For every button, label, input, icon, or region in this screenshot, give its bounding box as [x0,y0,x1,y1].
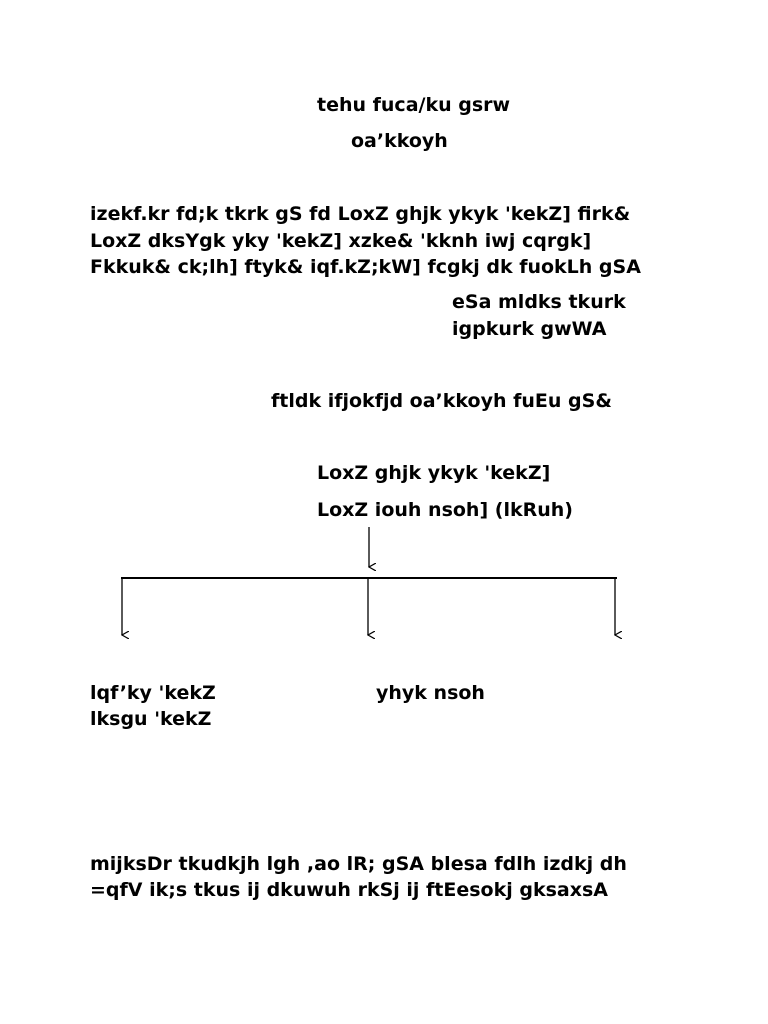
root-person-1: LoxZ ghjk ykyk 'kekZ] [317,462,551,484]
attestation-line-1: eSa mldks tkurk [452,291,626,313]
child-left-1: lqf’ky 'kekZ [90,682,216,704]
document-subtitle: oa’kkoyh [351,130,448,152]
root-person-2: LoxZ iouh nsoh] (lkRuh) [317,499,573,521]
closing-line-2: =qfV ik;s tkus ij dkuwuh rkSj ij ftEesokj gksaxsA [90,879,609,901]
intro-line-3: Fkkuk& ck;lh] ftyk& iqf.kZ;kW] fcgkj dk fuokLh gSA [90,256,641,278]
intro-line-2: LoxZ dksYgk yky 'kekZ] xzke& 'kknh iwj cqrgk] [90,230,592,252]
document-title: tehu fuca/ku gsrw [317,94,511,116]
family-tree-heading: ftldk ifjokfjd oa’kkoyh fuEu gS& [271,390,612,412]
child-left-2: lksgu 'kekZ [90,708,212,730]
intro-line-1: izekf.kr fd;k tkrk gS fd LoxZ ghjk ykyk 'kekZ] firk& [90,203,631,225]
attestation-line-2: igpkurk gwWA [452,318,607,340]
child-middle: yhyk nsoh [376,682,485,704]
closing-line-1: mijksDr tkudkjh lgh ,ao lR; gSA blesa fdlh izdkj dh [90,853,627,875]
